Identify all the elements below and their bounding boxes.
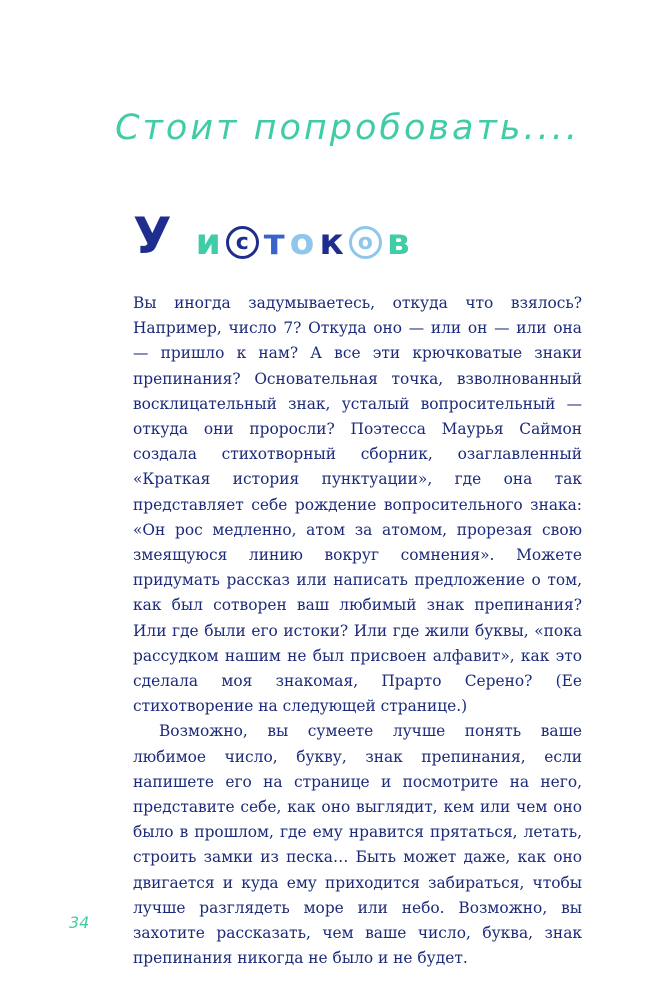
paragraph: Возможно, вы сумеете лучше понять ваше любимое число, букву, знак препинания, если напишете его на странице и посмотрите на него, представите себе, как оно выглядит, кем или чем оно было в прошлом, где ему нравится прятаться, летать, строить замки из песка… Быть может даже, как оно двигается и куда ему приходится забираться, чтобы лучше разглядеть море или небо. Возможно, вы захотите рассказать, чем ваше число, буква, знак препинания никогда не было и не будет.	[133, 722, 582, 968]
paragraph: Вы иногда задумываетесь, откуда что взялось? Например, число 7? Откуда оно — или он — или она — пришло к нам? А все эти крючковатые знаки препинания? Основательная точка, взволнованный восклицательный знак, усталый вопросительный — откуда они проросли? Поэтесса Маурья Саймон создала стихотворный сборник, озаглавленный «Краткая история пунктуации», где она так представляет себе рождение вопросительного знака: «Он рос медленно, атом за атомом, прорезая свою змеящуюся линию вокруг сомнения». Можете придумать рассказ или написать предложение о том, как был сотворен ваш любимый знак препинания? Или где были его истоки? Или где жили буквы, «пока рассудком нашим не был присвоен алфавит», как это сделала моя знакомая, Прарто Серено? (Ее стихотворение на следующей странице.)	[133, 294, 582, 716]
chapter-title	[133, 207, 415, 265]
title-letter: о	[289, 222, 315, 263]
title-letter: к	[319, 222, 344, 263]
title-letter: и	[195, 222, 221, 263]
body-text	[133, 291, 582, 971]
title-letter: в	[386, 222, 410, 263]
title-letter: о	[349, 226, 382, 259]
title-letter: т	[263, 222, 285, 263]
page-number: 34	[69, 913, 90, 932]
title-letter: У	[133, 207, 172, 265]
title-letter: с	[226, 226, 259, 259]
section-kicker: Стоит попробовать....	[115, 108, 580, 148]
